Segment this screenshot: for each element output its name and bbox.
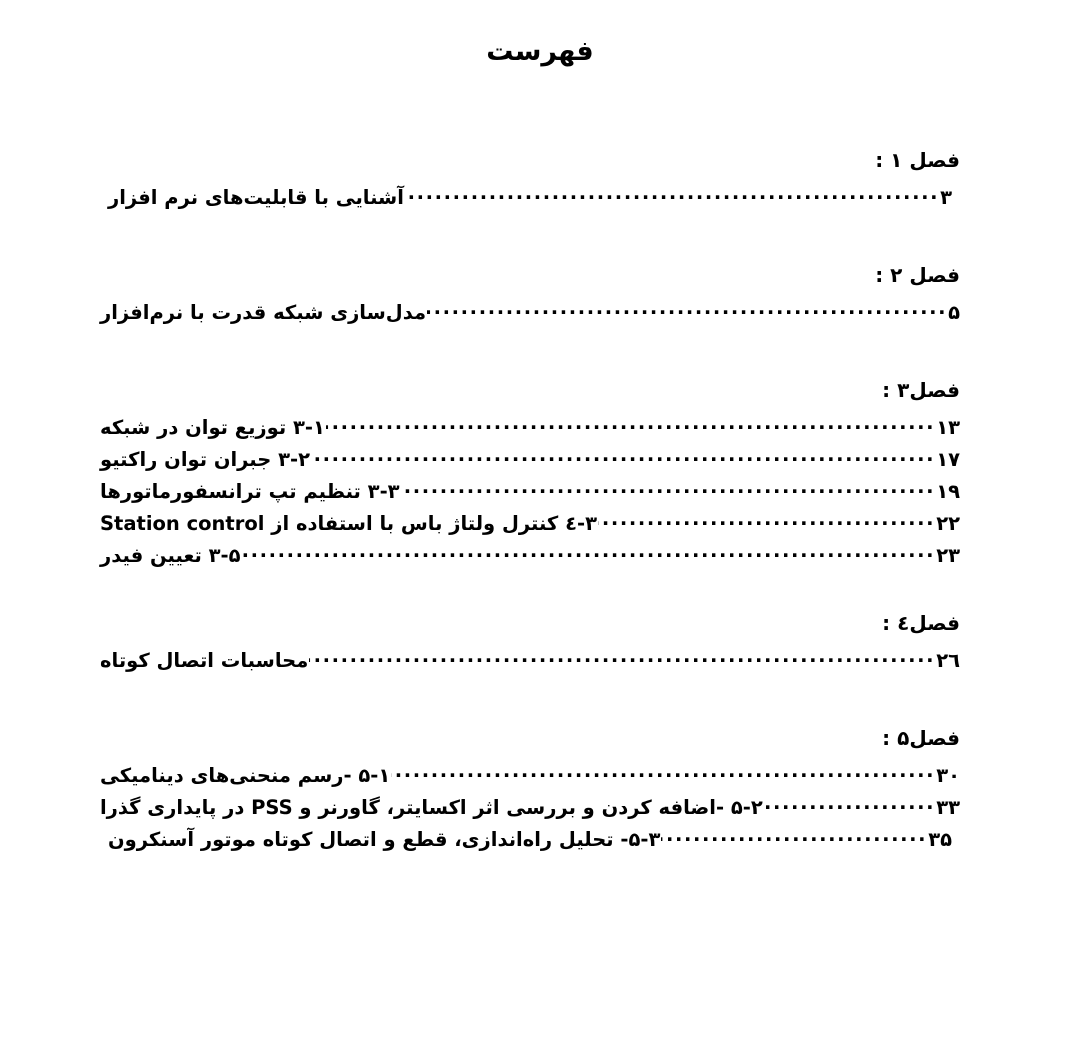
toc-entry-page-number: ۱۳ — [936, 415, 960, 439]
toc-entry-title: محاسبات اتصال کوتاه — [100, 648, 309, 672]
toc-entry-page-number: ۵ — [948, 300, 960, 324]
spacer — [100, 565, 960, 613]
page-title: فهرست — [486, 36, 594, 67]
toc-entry-page-number: ۳۰ — [936, 763, 960, 787]
toc-entry[interactable] — [100, 794, 960, 817]
chapter-heading: فصل ۱ : — [875, 148, 960, 172]
toc-entry-page-number: ۱۷ — [936, 447, 960, 471]
toc-entry-title: ۵-۱ -رسم منحنی‌های دینامیکی — [100, 763, 391, 787]
toc-entry-title: ۵-۳- تحلیل راه‌اندازی، قطع و اتصال کوتاه موتور آسنکرون — [108, 827, 661, 851]
toc-entry-title: ۳-۳ تنظیم تپ ترانسفورماتورها — [100, 479, 400, 503]
dot-leader — [311, 446, 935, 466]
toc-entry-page-number: ۳۳ — [936, 795, 960, 819]
spacer — [100, 207, 960, 265]
chapter-group — [100, 728, 960, 849]
dot-leader — [405, 184, 939, 204]
dot-leader — [309, 647, 935, 667]
toc-entry-title: ۳-۵ تعیین فیدر — [100, 543, 241, 567]
spacer — [100, 322, 960, 380]
dot-leader — [326, 414, 935, 434]
toc-entry[interactable] — [100, 826, 960, 849]
spacer — [100, 400, 960, 414]
chapter-group — [100, 265, 960, 322]
toc-entry-page-number: ۱۹ — [936, 479, 960, 503]
dot-leader — [598, 510, 935, 530]
chapter-heading: فصل ۲ : — [875, 263, 960, 287]
toc-entry[interactable] — [100, 510, 960, 533]
toc-entry-title: ۵-۲ -اضافه کردن و بررسی اثر اکسایتر، گاورنر و PSS در پایداری گذرا — [100, 795, 763, 819]
spacer — [100, 633, 960, 647]
toc-entry-title: آشنایی با قابلیت‌های نرم افزار — [108, 185, 404, 209]
toc-entry[interactable] — [100, 414, 960, 437]
chapter-group — [100, 380, 960, 565]
dot-leader — [401, 478, 936, 498]
toc-entry[interactable] — [100, 762, 960, 785]
toc-entry-page-number: ۲۳ — [936, 543, 960, 567]
toc-entry[interactable] — [100, 647, 960, 670]
toc-entry-page-number: ۲٦ — [936, 648, 960, 672]
toc-entry[interactable] — [100, 542, 960, 565]
toc-entry[interactable] — [100, 478, 960, 501]
chapter-group — [100, 613, 960, 670]
spacer — [100, 670, 960, 728]
dot-leader — [427, 299, 947, 319]
toc-entry[interactable] — [100, 446, 960, 469]
toc-entry[interactable] — [100, 184, 960, 207]
toc-entry-title: ۳-۱ توزیع توان در شبکه — [100, 415, 325, 439]
dot-leader — [764, 794, 935, 814]
toc-entry-title: مدل‌سازی شبکه قدرت با نرم‌افزار — [100, 300, 427, 324]
toc-entry-page-number: ۳ — [940, 185, 952, 209]
chapter-heading: فصل٤ : — [882, 611, 960, 635]
chapter-group — [100, 150, 960, 207]
chapter-heading: فصل۳ : — [882, 378, 960, 402]
chapter-heading: فصل۵ : — [882, 726, 960, 750]
toc-entry[interactable] — [100, 299, 960, 322]
dot-leader — [661, 826, 927, 846]
toc-entry-title: ۳-۲ جبران توان راکتیو — [100, 447, 311, 471]
spacer — [100, 170, 960, 184]
table-of-contents — [100, 150, 960, 849]
spacer — [100, 285, 960, 299]
toc-entry-title: ۳-٤ کنترل ولتاژ باس با استفاده از Station control — [100, 511, 597, 535]
toc-entry-page-number: ۲۲ — [936, 511, 960, 535]
dot-leader — [242, 542, 936, 562]
spacer — [100, 748, 960, 762]
dot-leader — [391, 762, 935, 782]
toc-entry-page-number: ۳۵ — [928, 827, 952, 851]
